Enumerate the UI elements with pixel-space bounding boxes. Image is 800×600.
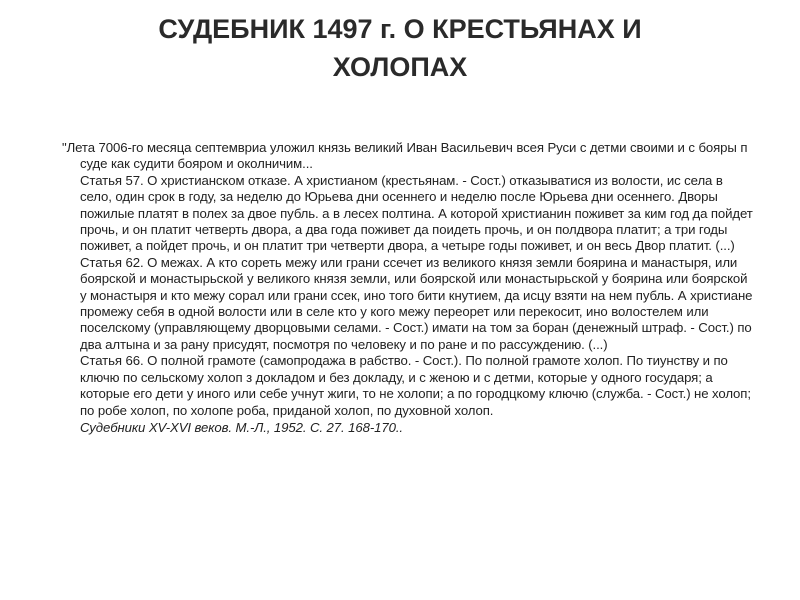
- article-62-paragraph: Статья 62. О межах. А кто сореть межу или грани ссечет из великого князя земли боярина и манастыря, или боярской и монастырьской у великого князя земли, или боярской или монастырьской у боярина или боярской у монастыря и кто межу сорал или грани ссек, ино того бити кнутием, да исцу взяти на нем публь. А христиане промежу себя в одной волости или в селе кто у кого межу переорет или перекосит, ино волостелем или поселскому (управляющему дворцовыми селами. - Сост.) имати на том за боран (денежный штраф. - Сост.) по два алтына и за рану присудят, посмотря по человеку и по ране и по рассуждению. (...): [80, 254, 753, 352]
- source-citation: Судебники XV-XVI веков. М.-Л., 1952. С. 27. 168-170..: [80, 419, 403, 435]
- article-57-paragraph: Статья 57. О христианском отказе. А христианом (крестьянам. - Сост.) отказыватися из волости, ис села в село, один срок в году, за неделю до Юрьева дни осеннего и неделю после Юрьева дни осеннего. Дворы пожилые платят в полех за двое публь. а в лесех полтина. А которой христианин поживет за ким год да пойдет прочь, и он платит четверть двора, а два года поживет да поидеть прочь, и он полдвора платит; а три годы поживет, а пойдет прочь, и он платит три четверти двора, а четыре годы поживет, и он весь Двор платит. (...): [80, 172, 753, 254]
- document-body: [62, 140, 755, 436]
- intro-paragraph: "Лета 7006-го месяца септемвриа уложил князь великий Иван Васильевич всея Руси с детми своими и с бояры п суде как судити бояром и околничим...: [62, 140, 748, 172]
- article-66-paragraph: Статья 66. О полной грамоте (самопродажа в рабство. - Сост.). По полной грамоте холоп. По тиунству и по ключю по сельскому холоп з докладом и без докладу, и с женою и с детми, которые у одного государя; а которые его дети у иного или себе учнут жиги, то не холопи; а по городцкому ключю (служба. - Сост.) не холоп; по робе холоп, по холопе роба, приданой холоп, по духовной холоп.: [80, 353, 751, 418]
- slide-title: СУДЕБНИК 1497 г. О КРЕСТЬЯНАХ И ХОЛОПАХ: [158, 14, 642, 82]
